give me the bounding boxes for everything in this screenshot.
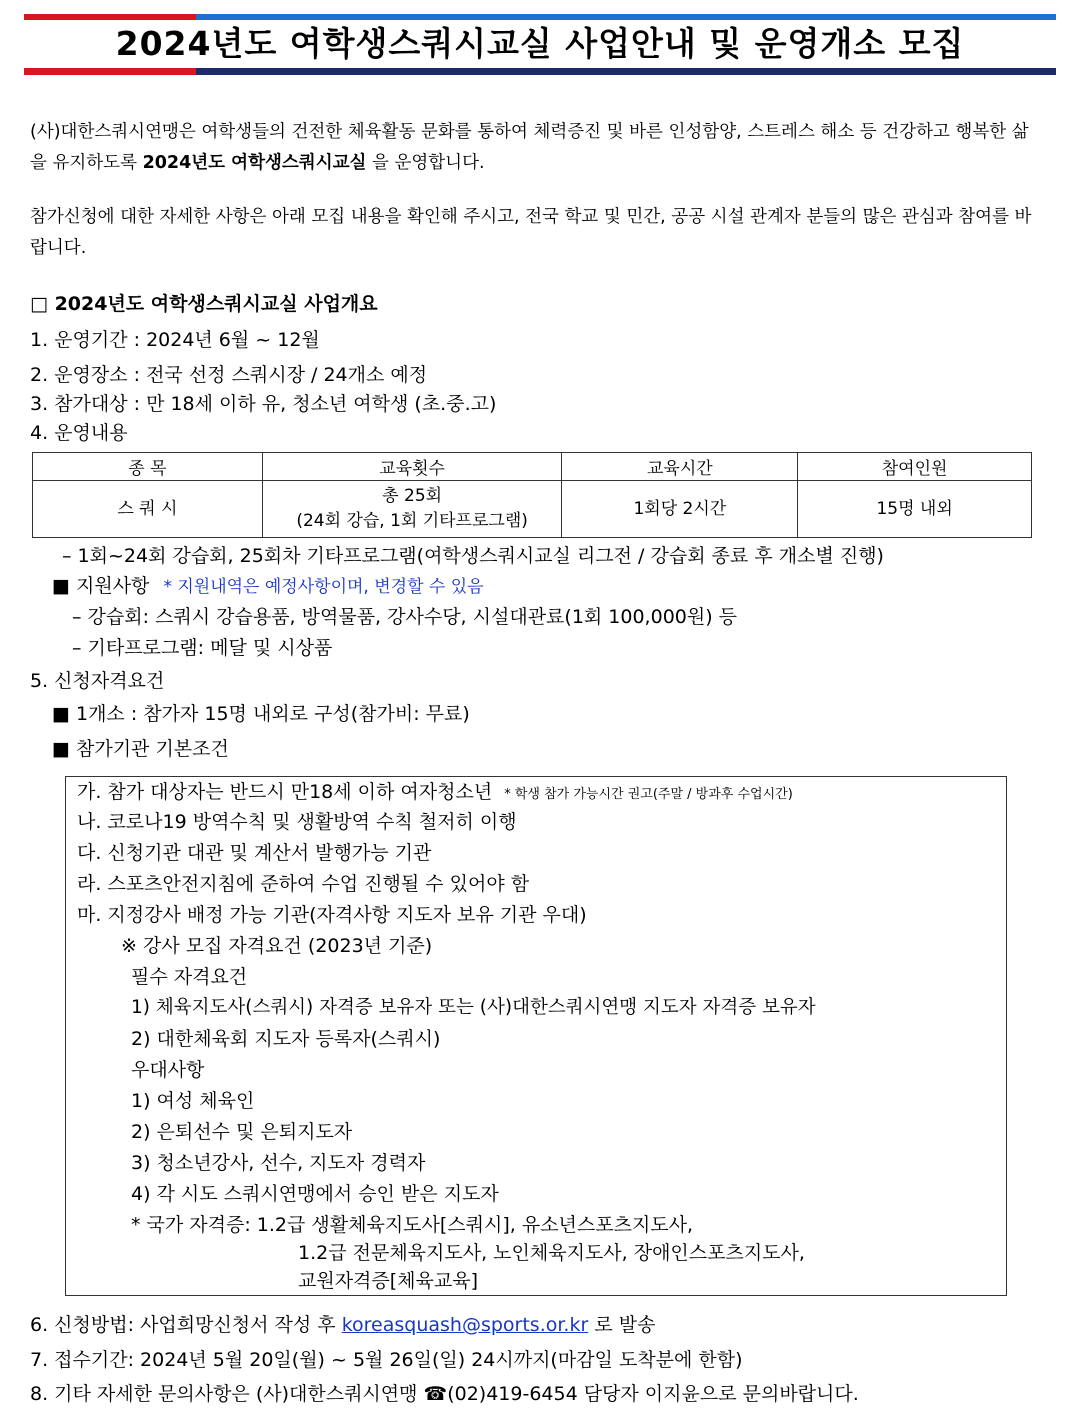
preferred-heading: 우대사항 [131, 1059, 205, 1081]
table-header-sport: 종 목 [33, 453, 263, 481]
apply-email-link[interactable]: koreasquash@sports.or.kr [341, 1314, 589, 1336]
header-top-bar [24, 14, 1056, 20]
required-heading: 필수 자격요건 [131, 966, 248, 988]
condition-ga-line [77, 778, 793, 809]
overview-heading: □ 2024년도 여학생스쿼시교실 사업개요 [30, 293, 378, 315]
operation-table [32, 452, 1032, 538]
table-cell-sport: 스 쿼 시 [33, 481, 263, 538]
header-top-bar-blue [196, 14, 1056, 20]
instructor-heading: ※ 강사 모집 자격요건 (2023년 기준) [121, 935, 433, 957]
condition-ga-note: * 학생 참가 가능시간 권고(주말 / 방과후 수업시간) [504, 787, 793, 802]
condition-ga: 가. 참가 대상자는 반드시 만18세 이하 여자청소년 [77, 781, 493, 803]
header-bottom-bar-navy [196, 68, 1056, 75]
operation-period: 1. 운영기간 : 2024년 6월 ~ 12월 [30, 329, 320, 351]
condition-da: 다. 신청기관 대관 및 계산서 발행가능 기관 [77, 842, 432, 864]
operation-venue: 2. 운영장소 : 전국 선정 스쿼시장 / 24개소 예정 [30, 364, 428, 386]
table-header-row [33, 453, 1032, 481]
support-other: – 기타프로그램: 메달 및 시상품 [72, 637, 333, 659]
apply-contact: 8. 기타 자세한 문의사항은 (사)대한스쿼시연맹 ☎(02)419-6454 담당자 이지윤으로 문의바랍니다. [30, 1383, 859, 1405]
header-top-bar-red [24, 14, 196, 20]
table-header-time: 교육시간 [562, 453, 798, 481]
condition-ra: 라. 스포츠안전지침에 준하여 수업 진행될 수 있어야 함 [77, 873, 530, 895]
condition-ma: 마. 지정강사 배정 가능 기관(자격사항 지도자 보유 기관 우대) [77, 904, 587, 926]
operation-content-heading: 4. 운영내용 [30, 422, 128, 444]
table-cell-sessions [262, 481, 562, 538]
table-row [33, 481, 1032, 538]
apply-period: 7. 접수기간: 2024년 5월 20일(월) ~ 5월 26일(일) 24시까지(마감일 도착분에 한함) [30, 1349, 743, 1371]
schedule-note: – 1회~24회 강습회, 25회차 기타프로그램(여학생스쿼시교실 리그전 / 강습회 종료 후 개소별 진행) [62, 545, 884, 567]
support-lesson: – 강습회: 스쿼시 강습용품, 방역물품, 강사수당, 시설대관료(1회 100,000원) 등 [72, 606, 738, 628]
required-item-1: 1) 체육지도사(스쿼시) 자격증 보유자 또는 (사)대한스쿼시연맹 지도자 자격증 보유자 [131, 997, 816, 1018]
license-line-3: 교원자격증[체육교육] [298, 1270, 479, 1292]
support-heading: ■ 지원사항 [52, 575, 150, 597]
condition-na: 나. 코로나19 방역수칙 및 생활방역 수칙 철저히 이행 [77, 811, 517, 833]
intro-paragraph-2: 참가신청에 대한 자세한 사항은 아래 모집 내용을 확인해 주시고, 전국 학교 및 민간, 공공 시설 관계자 분들의 많은 관심과 참여를 바랍니다. [30, 207, 1032, 258]
intro-program-name: 2024년도 여학생스쿼시교실 [142, 153, 367, 173]
license-line-1: * 국가 자격증: 1.2급 생활체육지도사[스쿼시], 유소년스포츠지도사, [131, 1214, 694, 1236]
required-item-2: 2) 대한체육회 지도자 등록자(스쿼시) [131, 1028, 441, 1050]
table-header-sessions: 교육횟수 [262, 453, 562, 481]
table-cell-time: 1회당 2시간 [562, 481, 798, 538]
table-header-people: 참여인원 [798, 453, 1032, 481]
qualification-heading: 5. 신청자격요건 [30, 670, 165, 692]
preferred-item-2: 2) 은퇴선수 및 은퇴지도자 [131, 1121, 353, 1143]
qualification-per-site: ■ 1개소 : 참가자 15명 내외로 구성(참가비: 무료) [52, 703, 470, 725]
intro-text-1: (사)대한스쿼시연맹은 여학생들의 건전한 체육활동 문화를 통하여 체력증진 및 바른 인성함양, 스트레스 해소 등 건강하고 행복한 삶을 유지하도록 [30, 122, 1029, 173]
support-heading-line [52, 572, 484, 601]
intro-paragraph-1 [30, 117, 1042, 179]
preferred-item-4: 4) 각 시도 스쿼시연맹에서 승인 받은 지도자 [131, 1183, 499, 1205]
header-bottom-bar [24, 68, 1056, 75]
qualification-basic-heading: ■ 참가기관 기본조건 [52, 738, 229, 760]
header-bottom-bar-red [24, 68, 196, 75]
participant-target: 3. 참가대상 : 만 18세 이하 유, 청소년 여학생 (초.중.고) [30, 393, 497, 415]
preferred-item-1: 1) 여성 체육인 [131, 1090, 255, 1112]
conditions-box [65, 776, 1007, 1296]
page-title: 2024년도 여학생스쿼시교실 사업안내 및 운영개소 모집 [115, 24, 965, 63]
apply-method-suffix: 로 발송 [588, 1314, 656, 1336]
apply-method-text: 6. 신청방법: 사업희망신청서 작성 후 [30, 1314, 342, 1336]
support-note: * 지원내역은 예정사항이며, 변경할 수 있음 [163, 577, 484, 597]
preferred-item-3: 3) 청소년강사, 선수, 지도자 경력자 [131, 1152, 426, 1174]
intro-text-1-end: 을 운영합니다. [366, 153, 485, 173]
table-cell-people: 15명 내외 [798, 481, 1032, 538]
sessions-total: 총 25회 [382, 486, 443, 506]
apply-method [30, 1311, 655, 1339]
sessions-detail: (24회 강습, 1회 기타프로그램) [296, 511, 528, 531]
license-line-2: 1.2급 전문체육지도사, 노인체육지도사, 장애인스포츠지도사, [298, 1242, 805, 1264]
